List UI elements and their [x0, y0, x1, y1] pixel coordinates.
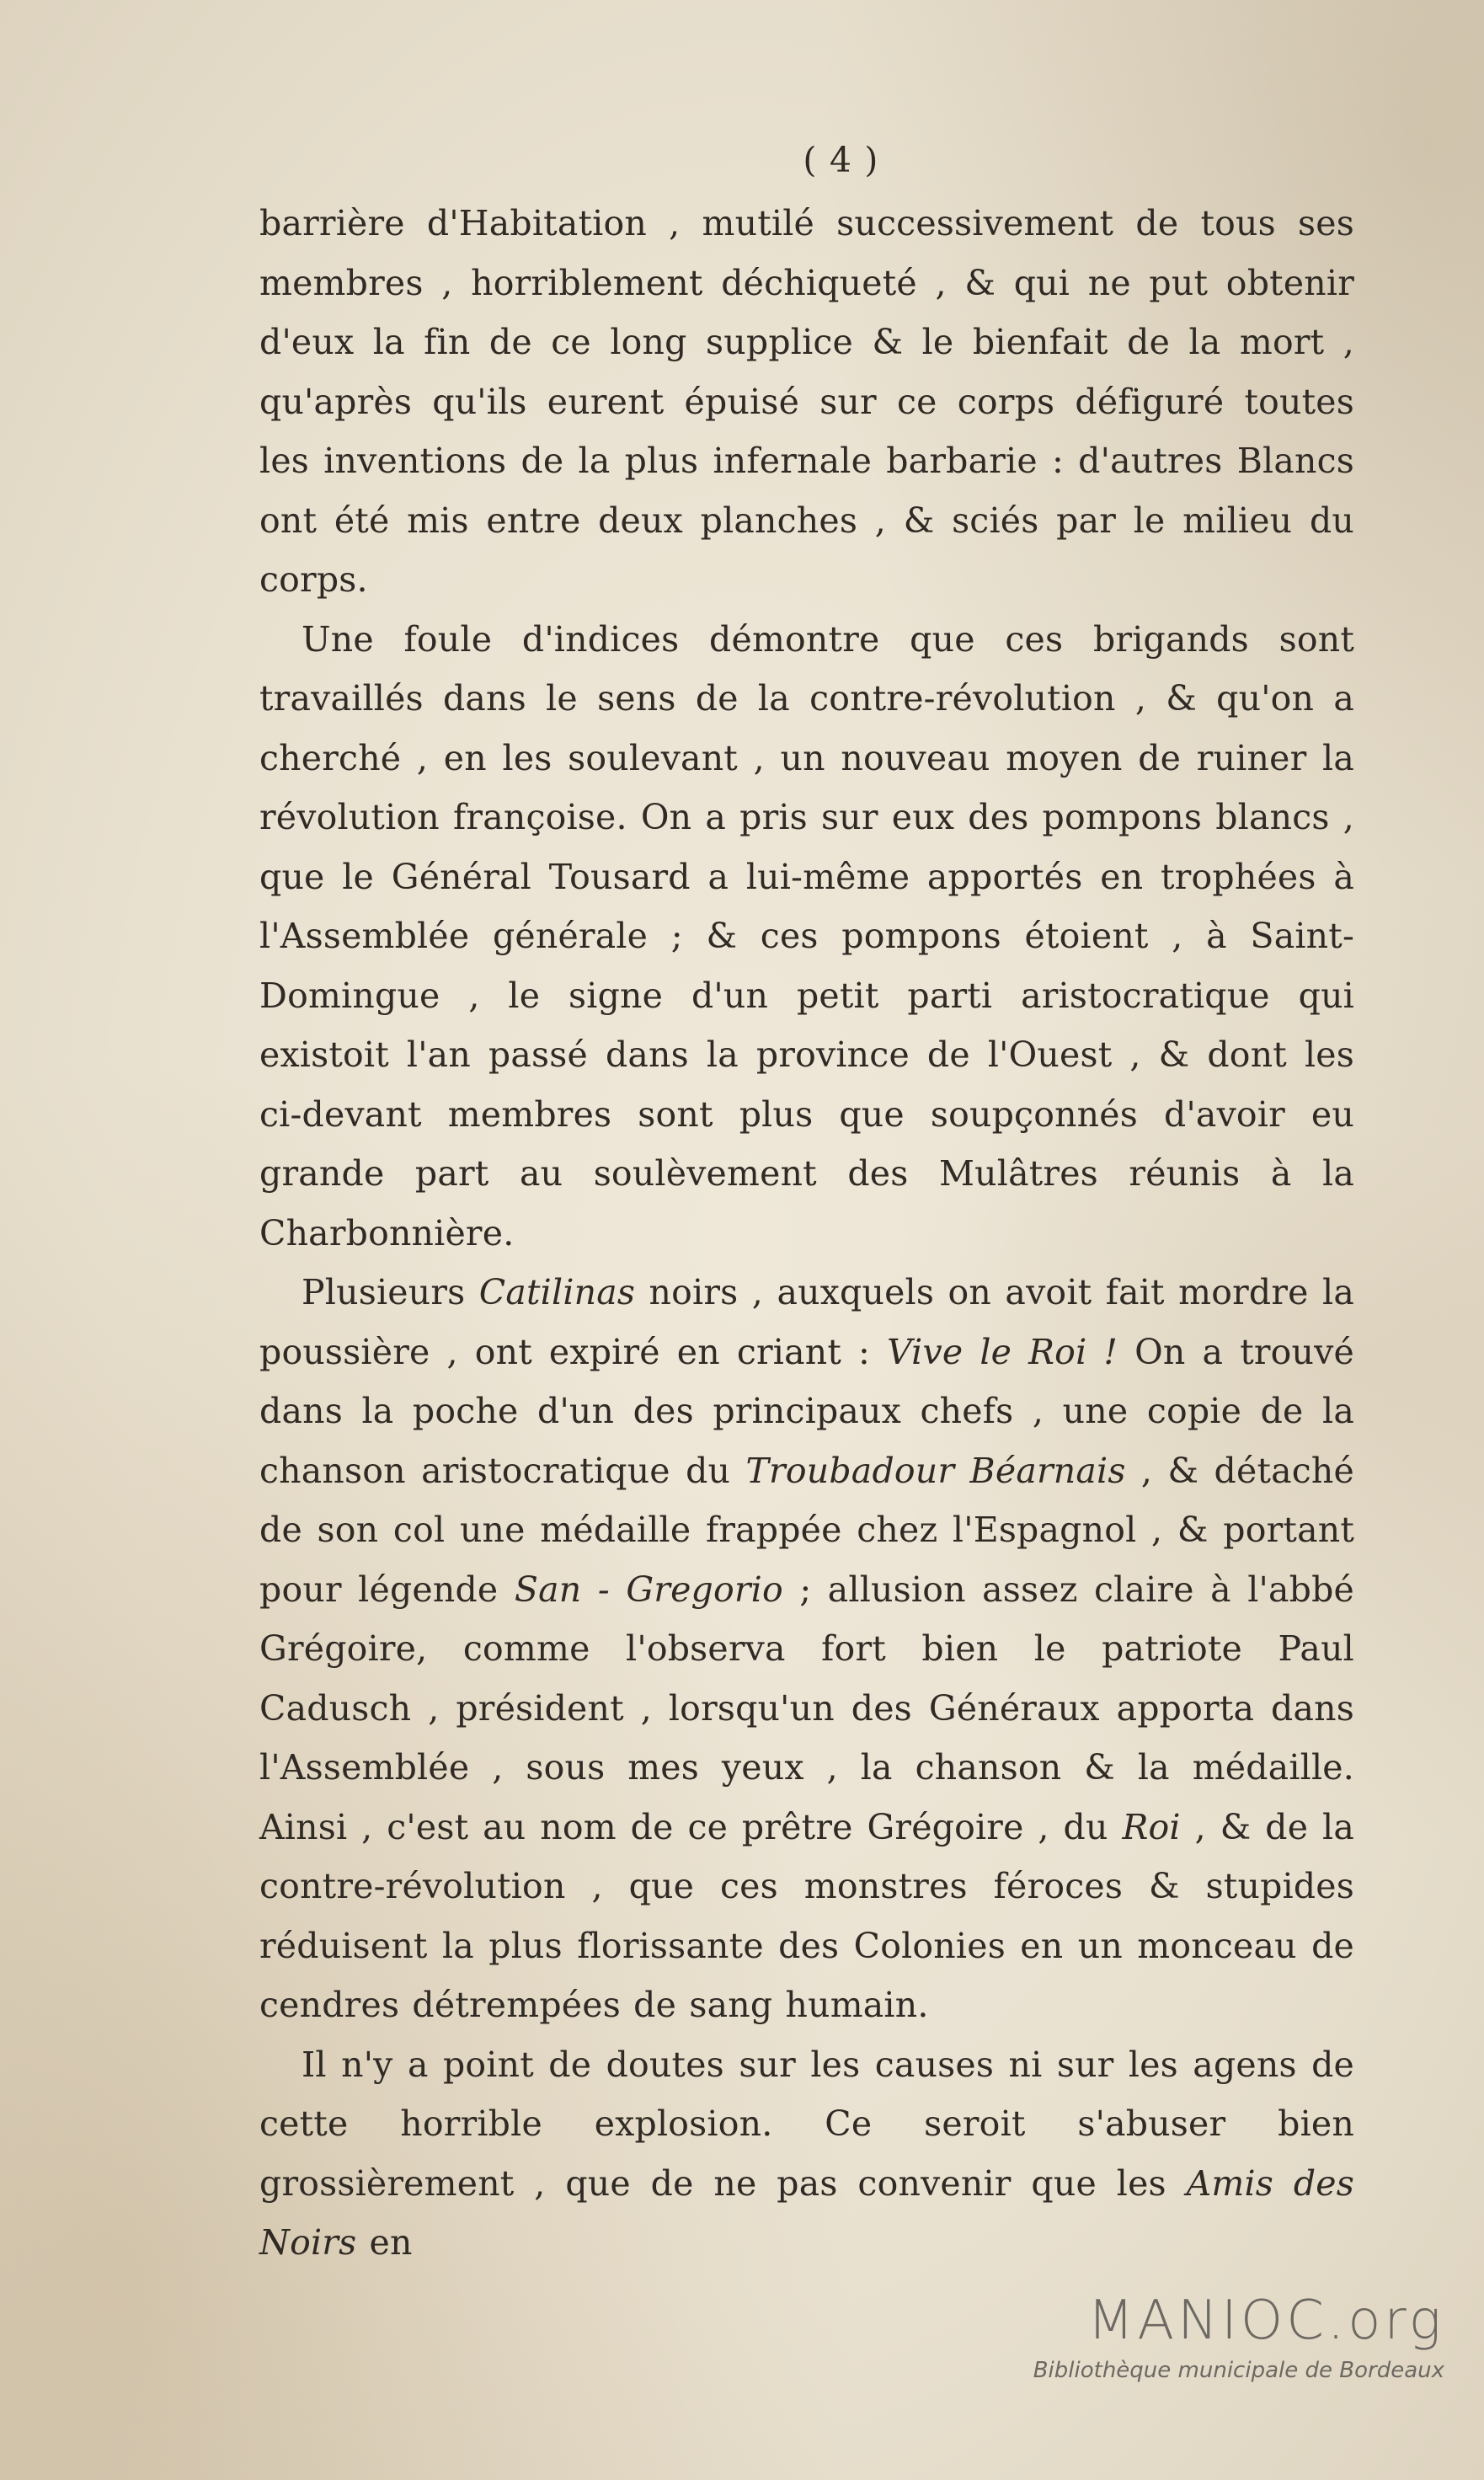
paragraph	[259, 1263, 1354, 2035]
text-run: Plusieurs	[302, 1272, 479, 1312]
italic-text: Amis des Noirs	[259, 2162, 1354, 2263]
paragraphs	[259, 194, 1354, 2273]
text-run: On a trouvé dans la poche d'un des principaux chefs , une copie de la chanson aristocratique du	[259, 1331, 1354, 1491]
paragraph	[259, 610, 1354, 1264]
italic-text: Roi	[1122, 1806, 1181, 1847]
italic-text: San - Gregorio	[514, 1569, 783, 1610]
text-run: Il n'y a point de doutes sur les causes ni sur les agens de cette horrible explosion. Ce seroit s'abuser bien grossièrement , que de ne pas convenir que les	[259, 2044, 1354, 2204]
page-number: ( 4 )	[803, 140, 878, 180]
manioc-watermark	[1006, 2287, 1444, 2386]
text-run: noirs , auxquels on avoit fait mordre la poussière , ont expiré en criant :	[259, 1272, 1354, 1372]
italic-text: Vive le Roi !	[887, 1331, 1118, 1372]
text-run: en	[356, 2222, 413, 2263]
paragraph	[259, 2035, 1354, 2273]
text-run: ; allusion assez claire à l'abbé Grégoire, comme l'observa fort bien le patriote Paul Cadusch , président , lorsqu'un des Généraux apporta dans l'Assemblée , sous mes yeux , la chanson & la médaille. Ainsi , c'est au nom de ce prêtre Grégoire , du	[259, 1569, 1354, 1847]
paragraph	[259, 194, 1354, 610]
library-credit: Bibliothèque municipale de Bordeaux	[1033, 2358, 1444, 2383]
italic-text: Troubadour Béarnais	[745, 1450, 1126, 1491]
text-run: Une foule d'indices démontre que ces brigands sont travaillés dans le sens de la contre-révolution , & qu'on a cherché , en les soulevant , un nouveau moyen de ruiner la révolution françoise. On a pris sur eux des pompons blancs , que le Général Tousard a lui-même apportés en trophées à l'Assemblée générale ; & ces pompons étoient , à Saint-Domingue , le signe d'un petit parti aristocratique qui existoit l'an passé dans la province de l'Ouest , & dont les ci-devant membres sont plus que soupçonnés d'avoir eu grande part au soulèvement des Mulâtres réunis à la Charbonnière.	[259, 618, 1354, 1253]
italic-text: Catilinas	[478, 1272, 636, 1312]
text-run: , & de la contre-révolution , que ces monstres féroces & stupides réduisent la plus florissante des Colonies en un monceau de cendres détrempées de sang humain.	[259, 1806, 1354, 2025]
text-run: barrière d'Habitation , mutilé successivement de tous ses membres , horriblement déchiqueté , & qui ne put obtenir d'eux la fin de ce long supplice & le bienfait de la mort , qu'après qu'ils eurent épuisé sur ce corps défiguré toutes les inventions de la plus infernale barbarie : d'autres Blancs ont été mis entre deux planches , & sciés par le milieu du corps.	[259, 203, 1354, 600]
text-run: , & détaché de son col une médaille frappée chez l'Espagnol , & portant pour légende	[259, 1450, 1354, 1610]
text-block	[259, 126, 1354, 2273]
manioc-logo: MANIOC.org	[1087, 2290, 1444, 2352]
